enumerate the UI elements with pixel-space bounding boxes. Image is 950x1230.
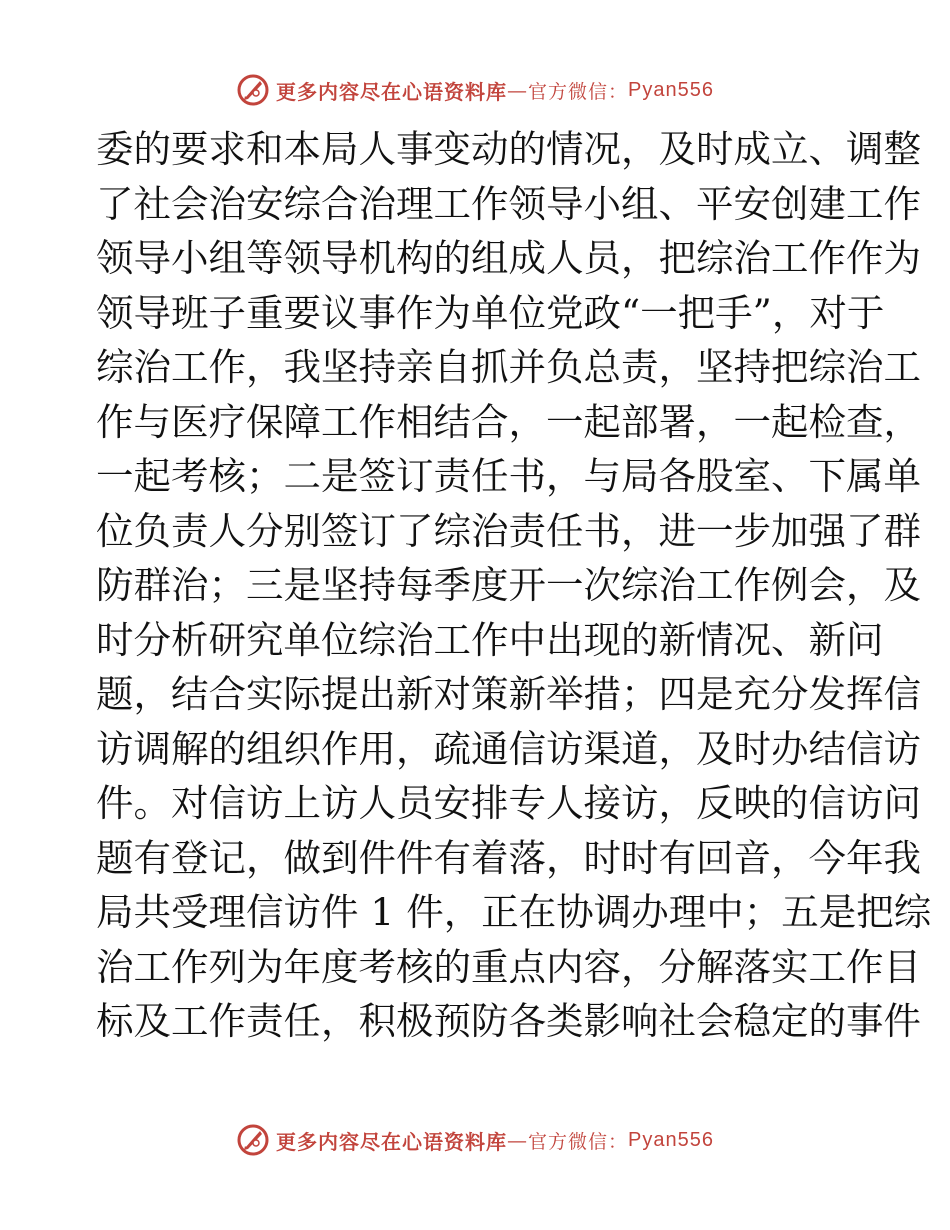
quill-logo-icon xyxy=(236,73,270,107)
quill-logo-icon xyxy=(236,1123,270,1157)
text-line: 访调解的组织作用，疏通信访渠道，及时办结信访 xyxy=(96,726,921,771)
text-line: 题有登记，做到件件有着落，时时有回音，今年我 xyxy=(96,835,921,880)
text-line: 领导班子重要议事作为单位党政“一把手”，对于 xyxy=(96,290,885,335)
text-line: 时分析研究单位综治工作中出现的新情况、新问 xyxy=(96,617,884,662)
header-main-text: 更多内容尽在心语资料库 xyxy=(276,79,507,104)
header-separator: — xyxy=(507,78,528,102)
header-banner-text xyxy=(276,76,714,105)
footer-main-text: 更多内容尽在心语资料库 xyxy=(276,1129,507,1154)
header-wechat-id: Pyan556 xyxy=(628,78,714,101)
text-line: 综治工作，我坚持亲自抓并负总责，坚持把综治工 xyxy=(96,345,921,389)
text-line: 件。对信访上访人员安排专人接访，反映的信访问 xyxy=(96,781,921,825)
text-line: 委的要求和本局人事变动的情况，及时成立、调整 xyxy=(96,127,921,171)
footer-banner-text xyxy=(276,1126,714,1155)
header-wechat-label: 官方微信： xyxy=(528,80,629,103)
text-line: 位负责人分别签订了综治责任书，进一步加强了群 xyxy=(96,508,921,553)
text-line: 局共受理信访件 1 件，正在协调办理中；五是把综 xyxy=(96,890,932,934)
body-text xyxy=(96,122,932,1049)
text-line: 题，结合实际提出新对策新举措；四是充分发挥信 xyxy=(96,672,921,716)
header-banner xyxy=(0,70,950,110)
text-line: 作与医疗保障工作相结合，一起部署，一起检查， xyxy=(96,399,921,444)
footer-wechat-id: Pyan556 xyxy=(628,1128,714,1151)
text-line: 一起考核；二是签订责任书，与局各股室、下属单 xyxy=(96,454,921,498)
footer-wechat-label: 官方微信： xyxy=(528,1130,629,1153)
footer-banner xyxy=(0,1120,950,1160)
text-line: 标及工作责任，积极预防各类影响社会稳定的事件 xyxy=(96,999,921,1043)
text-line: 领导小组等领导机构的组成人员，把综治工作作为 xyxy=(96,236,921,280)
text-line: 防群治；三是坚持每季度开一次综治工作例会，及 xyxy=(96,563,921,607)
text-line: 了社会治安综合治理工作领导小组、平安创建工作 xyxy=(96,181,921,226)
text-line: 治工作列为年度考核的重点内容，分解落实工作目 xyxy=(96,944,921,989)
footer-separator: — xyxy=(507,1128,528,1152)
